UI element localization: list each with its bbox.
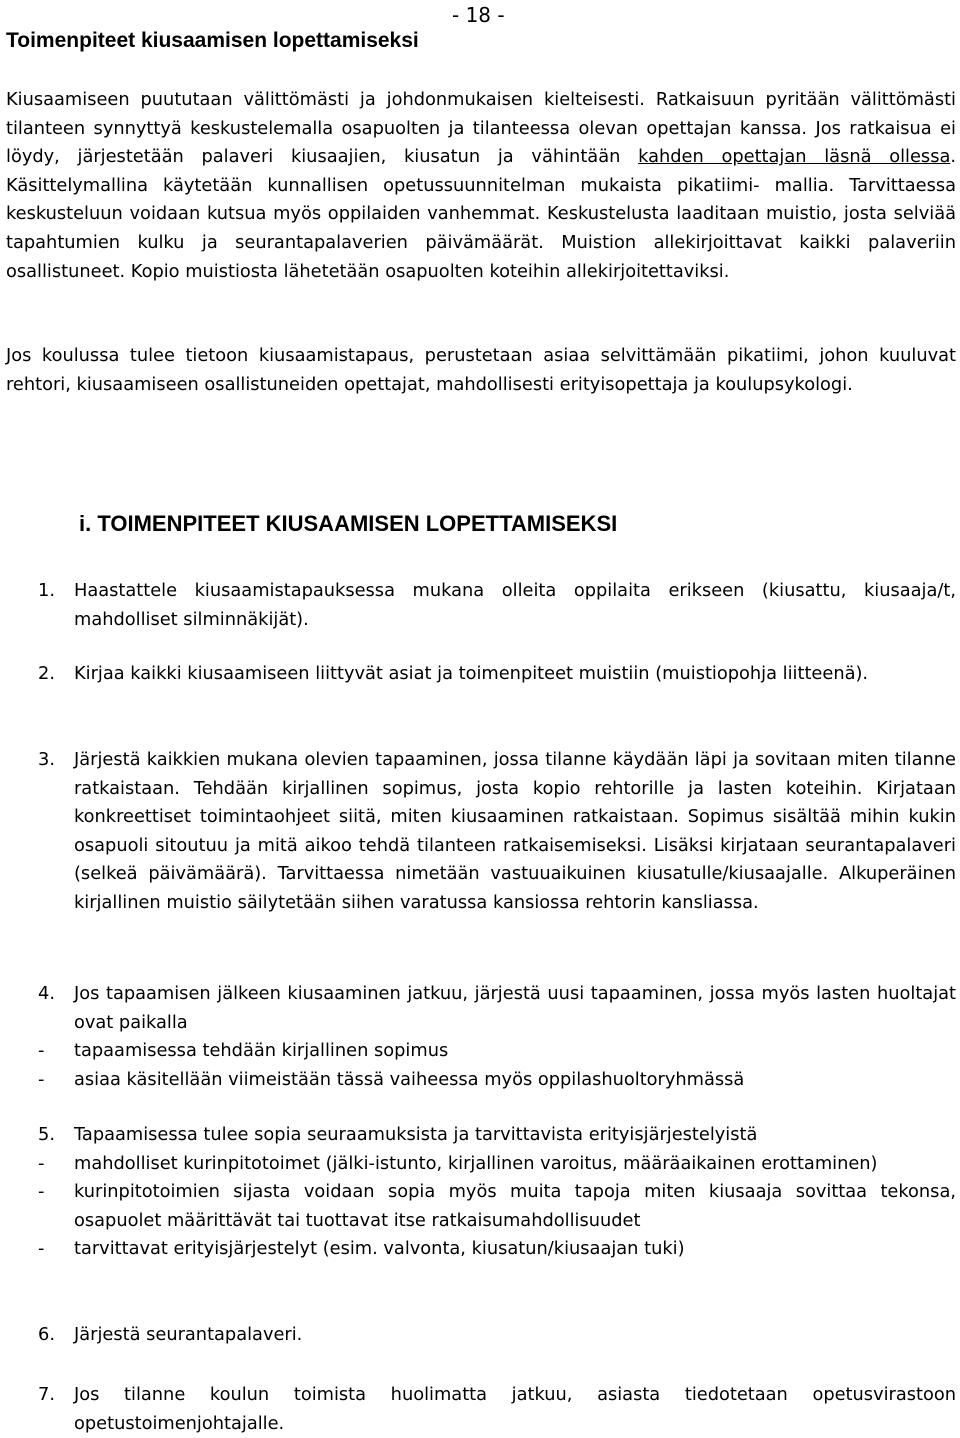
intro-text-start: Kiusaamiseen puututaan välittömästi ja johdonmukaisen kielteisesti. Ratkaisuun pyritään välittömästi tilanteen synnyttyä keskustelemalla osapuolten ja tilanteessa olevan opettajan kanssa. Jos ratkaisua ei löydy, järjestetään palaveri kiusaajien, kiusatun ja vähintään (6, 89, 956, 168)
sub-bullet: - (38, 1040, 45, 1062)
sub-item (6, 1235, 956, 1264)
sub-bullet: - (38, 1152, 45, 1174)
item-text: Haastattele kiusaamistapauksessa mukana olleita oppilaita erikseen (kiusattu, kiusaaja/t, mahdolliset silminnäkijät). (74, 580, 956, 630)
item-number: 3. (38, 749, 55, 770)
list-item-7 (6, 1381, 956, 1438)
pikatiimi-paragraph: Jos koulussa tulee tietoon kiusaamistapaus, perustetaan asiaa selvittämään pikatiimi, johon kuuluvat rehtori, kiusaamiseen osallistuneiden opettajat, mahdollisesti erityisopettaja ja koulupsykologi. (6, 345, 956, 395)
item-number: 1. (38, 580, 55, 601)
item-number: 5. (38, 1124, 55, 1145)
item-text: Kirjaa kaikki kiusaamiseen liittyvät asiat ja toimenpiteet muistiin (muistiopohja liitteenä). (74, 663, 869, 684)
sub-item (6, 1178, 956, 1235)
item-number: 6. (38, 1324, 55, 1345)
list-item-6 (6, 1321, 956, 1350)
item-number: 4. (38, 983, 55, 1004)
item-number: 2. (38, 663, 55, 684)
item-text: Järjestä seurantapalaveri. (74, 1324, 303, 1345)
section-heading: i. TOIMENPITEET KIUSAAMISEN LOPETTAMISEKSI (79, 511, 618, 536)
sub-item-text: kurinpitotoimien sijasta voidaan sopia myös muita tapoja miten kiusaaja sovittaa tekonsa, osapuolet määrittävät tai tuottavat itse ratkaisumahdollisuudet (74, 1181, 956, 1231)
sub-item (6, 1066, 956, 1095)
intro-text-end: . Käsittelymallina käytetään kunnallisen opetussuunnitelman mukaista pikatiimi- mallia. Tarvittaessa keskusteluun voidaan kutsua myös oppilaiden vanhemmat. Keskustelusta laaditaan muistio, josta selviää tapahtumien kulku ja seurantapalaverien päivämäärät. Muistion allekirjoittavat kaikki palaveriin osallistuneet. Kopio muistiosta lähetetään osapuolten koteihin allekirjoitettaviksi. (6, 146, 957, 282)
list-item-4 (6, 980, 956, 1094)
intro-underlined-text: kahden opettajan läsnä ollessa (638, 146, 951, 168)
item-text: Jos tapaamisen jälkeen kiusaaminen jatkuu, järjestä uusi tapaaminen, jossa myös lasten huoltajat ovat paikalla (74, 983, 956, 1033)
sub-item-text: asiaa käsitellään viimeistään tässä vaiheessa myös oppilashuoltoryhmässä (74, 1068, 745, 1090)
list-item-2 (6, 660, 956, 689)
item-text: Tapaamisessa tulee sopia seuraamuksista ja tarvittavista erityisjärjestelyistä (74, 1124, 758, 1145)
sub-item (6, 1037, 956, 1066)
sub-bullet: - (38, 1238, 45, 1260)
list-item-5 (6, 1121, 956, 1264)
sub-bullet: - (38, 1181, 45, 1203)
item-text: Järjestä kaikkien mukana olevien tapaaminen, jossa tilanne käydään läpi ja sovitaan miten tilanne ratkaistaan. Tehdään kirjallinen sopimus, josta kopio rehtorille ja lasten koteihin. Kirjataan konkreettiset toimintaohjeet siitä, miten kiusaaminen ratkaistaan. Sopimus sisältää mihin kukin osapuoli sitoutuu ja mitä aikoo tehdä tilanteen ratkaisemiseksi. Lisäksi kirjataan seurantapalaveri (selkeä päivämäärä). Tarvittaessa nimetään vastuuaikuinen kiusatulle/kiusaajalle. Alkuperäinen kirjallinen muistio säilytetään siihen varatussa kansiossa rehtorin kansliassa. (74, 749, 956, 913)
sub-item-text: tapaamisessa tehdään kirjallinen sopimus (74, 1040, 449, 1062)
list-item-1 (6, 577, 956, 634)
list-item-3 (6, 746, 956, 918)
document-title: Toimenpiteet kiusaamisen lopettamiseksi (6, 29, 419, 52)
sub-bullet: - (38, 1068, 45, 1090)
intro-paragraph (6, 86, 956, 286)
sub-item-text: tarvittavat erityisjärjestelyt (esim. valvonta, kiusatun/kiusaajan tuki) (74, 1238, 685, 1260)
page-number: - 18 - (452, 3, 505, 27)
sub-item-text: mahdolliset kurinpitotoimet (jälki-istunto, kirjallinen varoitus, määräaikainen erottaminen) (74, 1152, 878, 1174)
item-text: Jos tilanne koulun toimista huolimatta jatkuu, asiasta tiedotetaan opetusvirastoon opetustoimenjohtajalle. (74, 1384, 956, 1434)
item-number: 7. (38, 1384, 55, 1405)
sub-item (6, 1150, 956, 1179)
